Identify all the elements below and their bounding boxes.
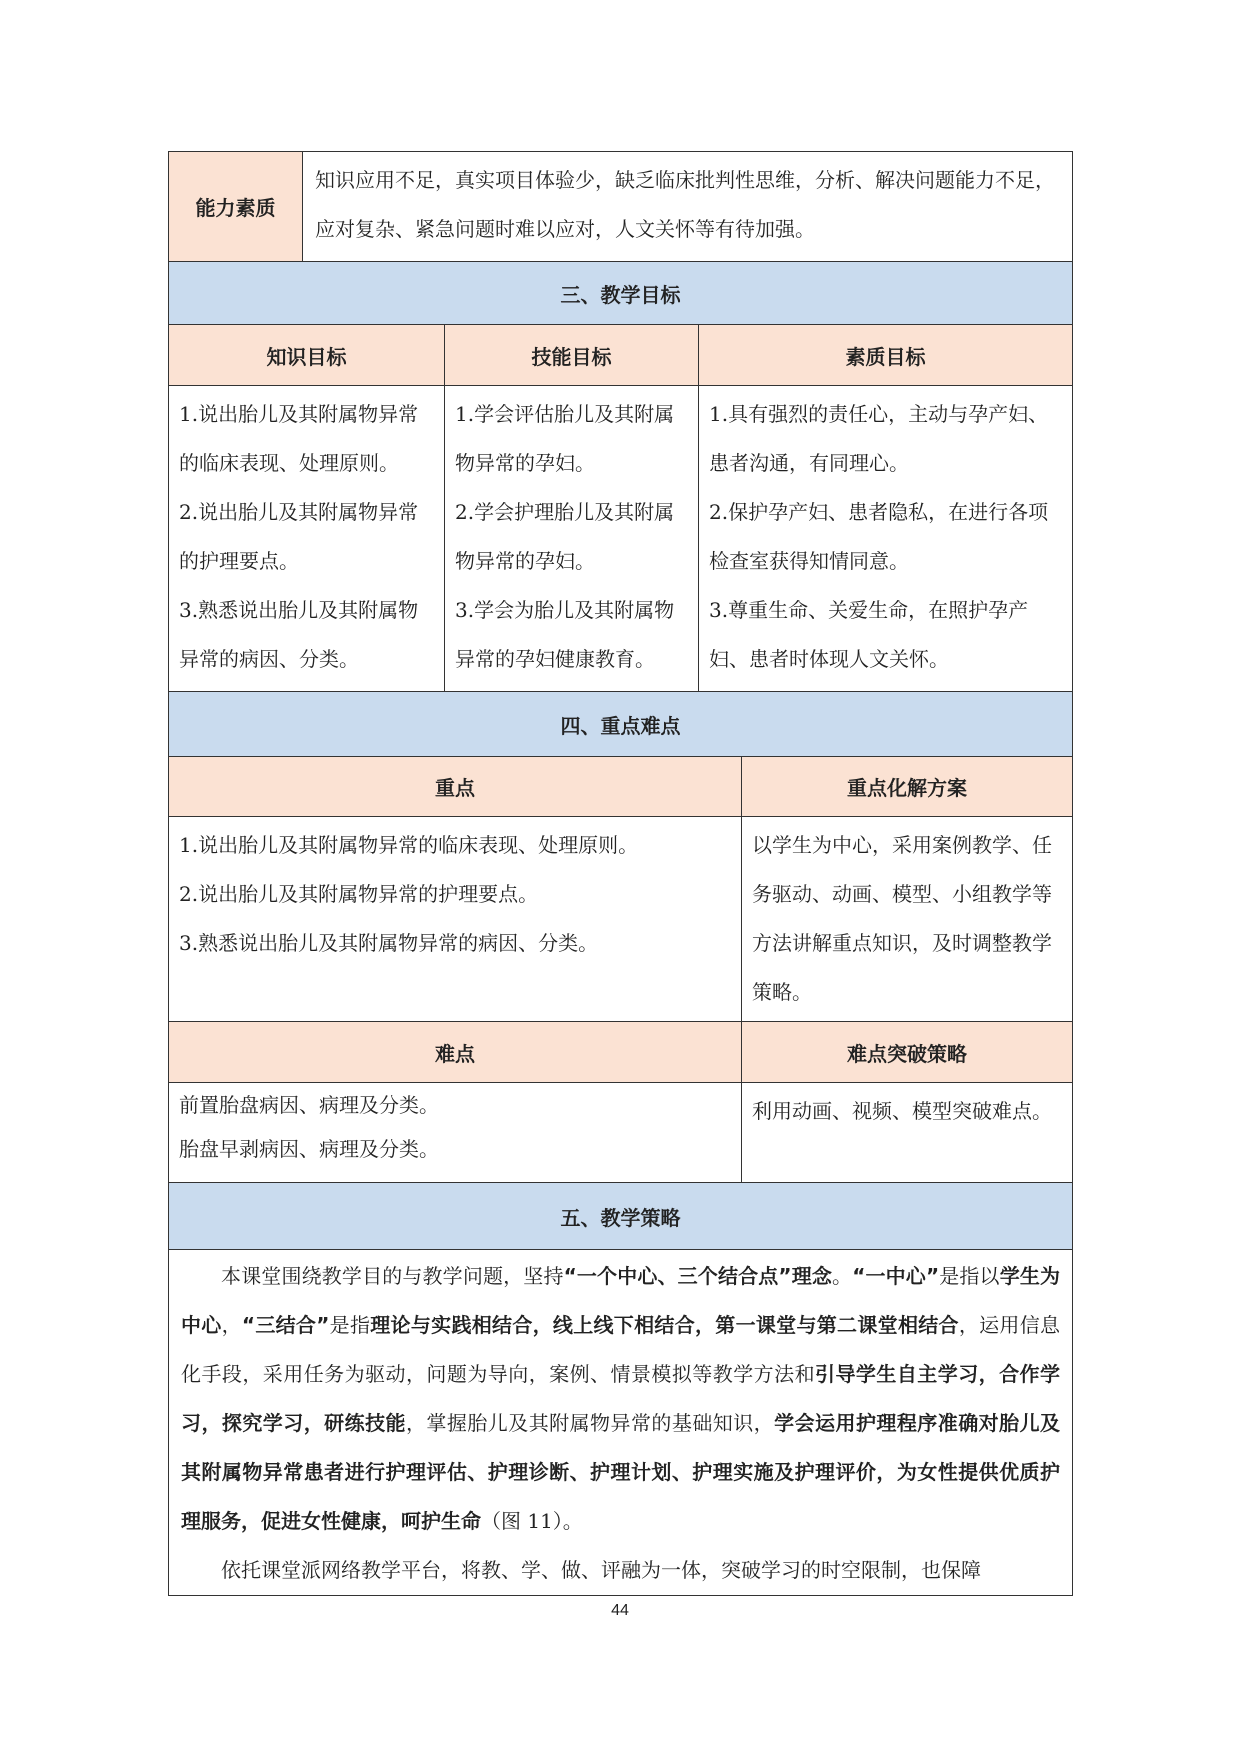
list-item: 1.具有强烈的责任心，主动与孕产妇、患者沟通，有同理心。 <box>709 402 1049 475</box>
skill-goal-header: 技能目标 <box>445 325 699 386</box>
list-item: 1.学会评估胎儿及其附属物异常的孕妇。 <box>455 402 675 475</box>
ability-text: 知识应用不足，真实项目体验少，缺乏临床批判性思维，分析、解决问题能力不足，应对复杂、紧急问题时难以应对，人文关怀等有待加强。 <box>303 152 1073 262</box>
list-item: 2.学会护理胎儿及其附属物异常的孕妇。 <box>455 500 675 573</box>
key-solution-header: 重点化解方案 <box>742 757 1073 817</box>
section5-title: 五、教学策略 <box>169 1183 1073 1250</box>
knowledge-goal-header: 知识目标 <box>169 325 445 386</box>
skill-goal-list <box>445 386 699 692</box>
list-item: 1.说出胎儿及其附属物异常的临床表现、处理原则。 <box>179 402 419 475</box>
strategy-paragraph-1: 本课堂围绕教学目的与教学问题，坚持“一个中心、三个结合点”理念。“一中心”是指以学生为中心，“三结合”是指理论与实践相结合，线上线下相结合，第一课堂与第二课堂相结合，运用信息化手段，采用任务为驱动，问题为导向，案例、情景模拟等教学方法和引导学生自主学习，合作学习，探究学习，研练技能，掌握胎儿及其附属物异常的基础知识，学会运用护理程序准确对胎儿及其附属物异常患者进行护理评估、护理诊断、护理计划、护理实施及护理评价，为女性提供优质护理服务，促进女性健康，呵护生命（图 11）。 <box>181 1264 1061 1533</box>
list-item: 2.说出胎儿及其附属物异常的护理要点。 <box>179 500 419 573</box>
quality-goal-header: 素质目标 <box>699 325 1073 386</box>
quality-goal-list <box>699 386 1073 692</box>
section4-title: 四、重点难点 <box>169 692 1073 757</box>
list-item: 3.熟悉说出胎儿及其附属物异常的病因、分类。 <box>179 931 599 955</box>
difficulty-solution-text: 利用动画、视频、模型突破难点。 <box>742 1083 1073 1183</box>
section3-title: 三、教学目标 <box>169 262 1073 325</box>
difficulty-solution-header: 难点突破策略 <box>742 1022 1073 1083</box>
difficulty-header: 难点 <box>169 1022 742 1083</box>
list-item: 胎盘早剥病因、病理及分类。 <box>179 1137 439 1161</box>
list-item: 3.熟悉说出胎儿及其附属物异常的病因、分类。 <box>179 598 419 671</box>
key-points-header: 重点 <box>169 757 742 817</box>
key-points-list <box>169 817 742 1022</box>
list-item: 3.尊重生命、关爱生命，在照护孕产妇、患者时体现人文关怀。 <box>709 598 1029 671</box>
teaching-strategy-text <box>169 1250 1073 1596</box>
page-number: 44 <box>611 1602 629 1619</box>
ability-label: 能力素质 <box>169 152 303 262</box>
list-item: 3.学会为胎儿及其附属物异常的孕妇健康教育。 <box>455 598 675 671</box>
lesson-plan-table <box>168 151 1073 1596</box>
difficulty-list <box>169 1083 742 1183</box>
list-item: 2.保护孕产妇、患者隐私，在进行各项检查室获得知情同意。 <box>709 500 1049 573</box>
knowledge-goal-list <box>169 386 445 692</box>
list-item: 1.说出胎儿及其附属物异常的临床表现、处理原则。 <box>179 833 639 857</box>
strategy-paragraph-2: 依托课堂派网络教学平台，将教、学、做、评融为一体，突破学习的时空限制，也保障 <box>221 1558 981 1582</box>
list-item: 2.说出胎儿及其附属物异常的护理要点。 <box>179 882 539 906</box>
list-item: 前置胎盘病因、病理及分类。 <box>179 1093 439 1117</box>
key-solution-text: 以学生为中心，采用案例教学、任务驱动、动画、模型、小组教学等方法讲解重点知识，及时调整教学策略。 <box>742 817 1073 1022</box>
